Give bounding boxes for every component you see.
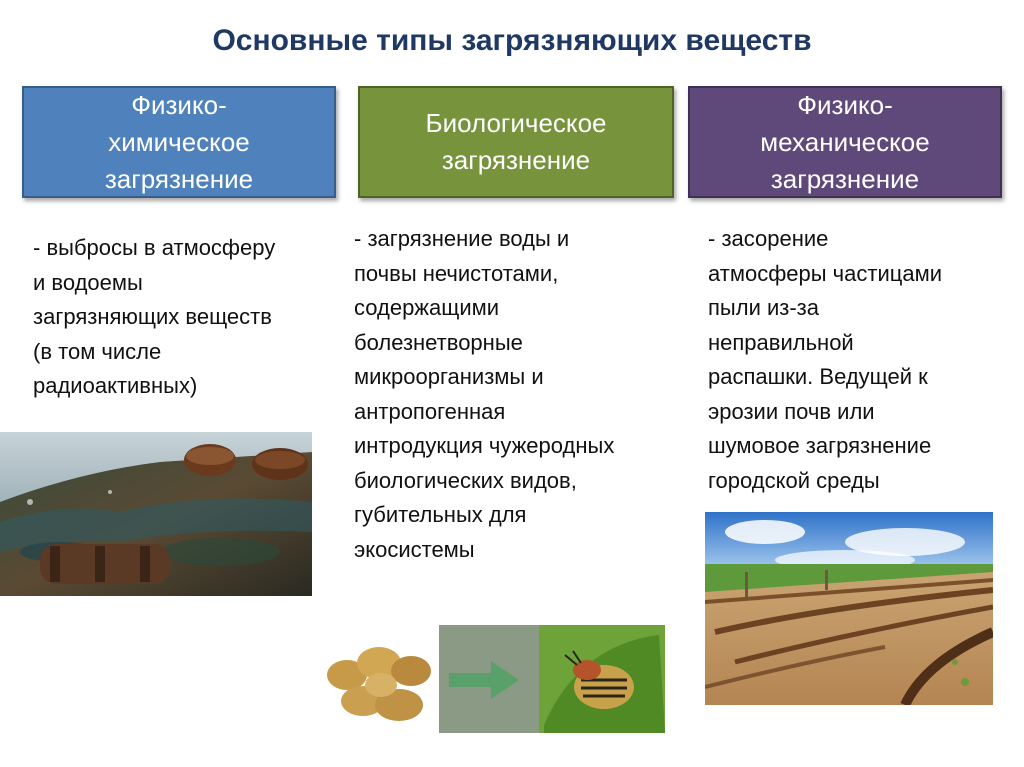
description-line: распашки. Ведущей к	[708, 364, 928, 389]
description-physicomechanical	[708, 222, 942, 498]
heading-line: Биологическое	[425, 108, 607, 138]
description-line: эрозии почв или	[708, 398, 875, 424]
description-line: (в том числе	[33, 338, 162, 364]
heading-line: химическое	[108, 126, 250, 157]
description-line: микроорганизмы и	[354, 364, 544, 389]
description-line: болезнетворные	[354, 329, 523, 355]
category-header-biological	[358, 86, 674, 198]
description-line: радиоактивных)	[33, 373, 198, 398]
potato-beetle-photo	[319, 625, 665, 733]
description-line: пыли из-за	[708, 295, 819, 320]
heading-line: Физико-	[131, 89, 227, 120]
description-biological	[354, 222, 614, 567]
description-line: городской среды	[708, 467, 880, 493]
description-line: содержащими	[354, 295, 500, 320]
heading-line: загрязнение	[104, 163, 254, 194]
description-line: загрязняющих веществ	[33, 304, 272, 329]
description-physicochemical	[33, 231, 275, 404]
description-line: интродукция чужеродных	[354, 433, 615, 458]
description-line: атмосферы частицами	[708, 260, 942, 286]
heading-line: механическое	[760, 126, 930, 157]
description-line: почвы нечистотами,	[354, 260, 559, 286]
description-line: антропогенная	[354, 398, 506, 424]
description-line: губительных для	[354, 502, 527, 527]
category-header-physicomechanical	[688, 86, 1002, 198]
description-line: - засорение	[708, 226, 829, 251]
soil-erosion-photo	[705, 512, 993, 705]
heading-line: Физико-	[797, 89, 893, 120]
heading-line: загрязнение	[441, 145, 591, 175]
description-line: - выбросы в атмосферу	[33, 235, 276, 260]
page-title: Основные типы загрязняющих веществ	[212, 24, 812, 57]
description-line: и водоемы	[33, 269, 143, 295]
category-header-physicochemical	[22, 86, 336, 198]
description-line: экосистемы	[354, 536, 475, 562]
oil-pollution-photo	[0, 432, 312, 596]
heading-line: загрязнение	[770, 163, 920, 194]
description-line: неправильной	[708, 329, 854, 355]
description-line: шумовое загрязнение	[708, 433, 932, 458]
description-line: биологических видов,	[354, 467, 577, 493]
description-line: - загрязнение воды и	[354, 226, 570, 251]
